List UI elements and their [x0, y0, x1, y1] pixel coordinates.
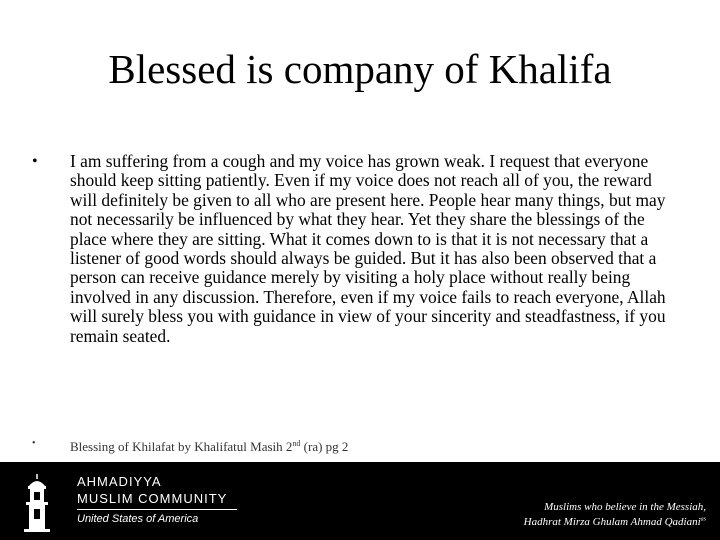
org-name-line2: MUSLIM COMMUNITY — [77, 491, 228, 506]
minaret-icon — [12, 470, 62, 534]
footer-banner — [0, 462, 720, 540]
org-name-line1: AHMADIYYA — [77, 474, 162, 489]
org-country: United States of America — [77, 513, 199, 525]
main-bullet-text: I am suffering from a cough and my voice has grown weak. I request that everyone should keep sitting patiently. Even if my voice does not reach all of you, the reward will definitely be given to all who are present here. People hear many things, but may not necessarily be influenced by what they hear. Yet they share the blessings of the place where they are sitting. What it comes down to is that it is not necessary that a listener of good words should always be guided. But it has also been observed that a person can receive guidance merely by visiting a holy place without really being involved in any discussion. Therefore, even if my voice fails to reach everyone, Allah will surely bless you with guidance in view of your sincerity and steadfastness, if you remain seated. — [70, 151, 666, 346]
reference-superscript: nd — [292, 439, 301, 448]
tagline-line2 — [524, 516, 706, 528]
reference-text-main: Blessing of Khilafat by Khalifatul Masih 2 — [70, 439, 293, 454]
reference-text — [70, 435, 670, 456]
reference-text-end: (ra) pg 2 — [300, 439, 349, 454]
tagline-line2-text: Hadhrat Mirza Ghulam Ahmad Qadiani — [523, 516, 701, 528]
tagline-honorific: as — [700, 516, 706, 523]
bullet-point: • — [32, 153, 38, 170]
divider — [77, 509, 237, 510]
bullet-point: • — [32, 438, 36, 449]
slide-title: Blessed is company of Khalifa — [108, 46, 612, 92]
tagline-line1: Muslims who believe in the Messiah, — [544, 501, 706, 513]
